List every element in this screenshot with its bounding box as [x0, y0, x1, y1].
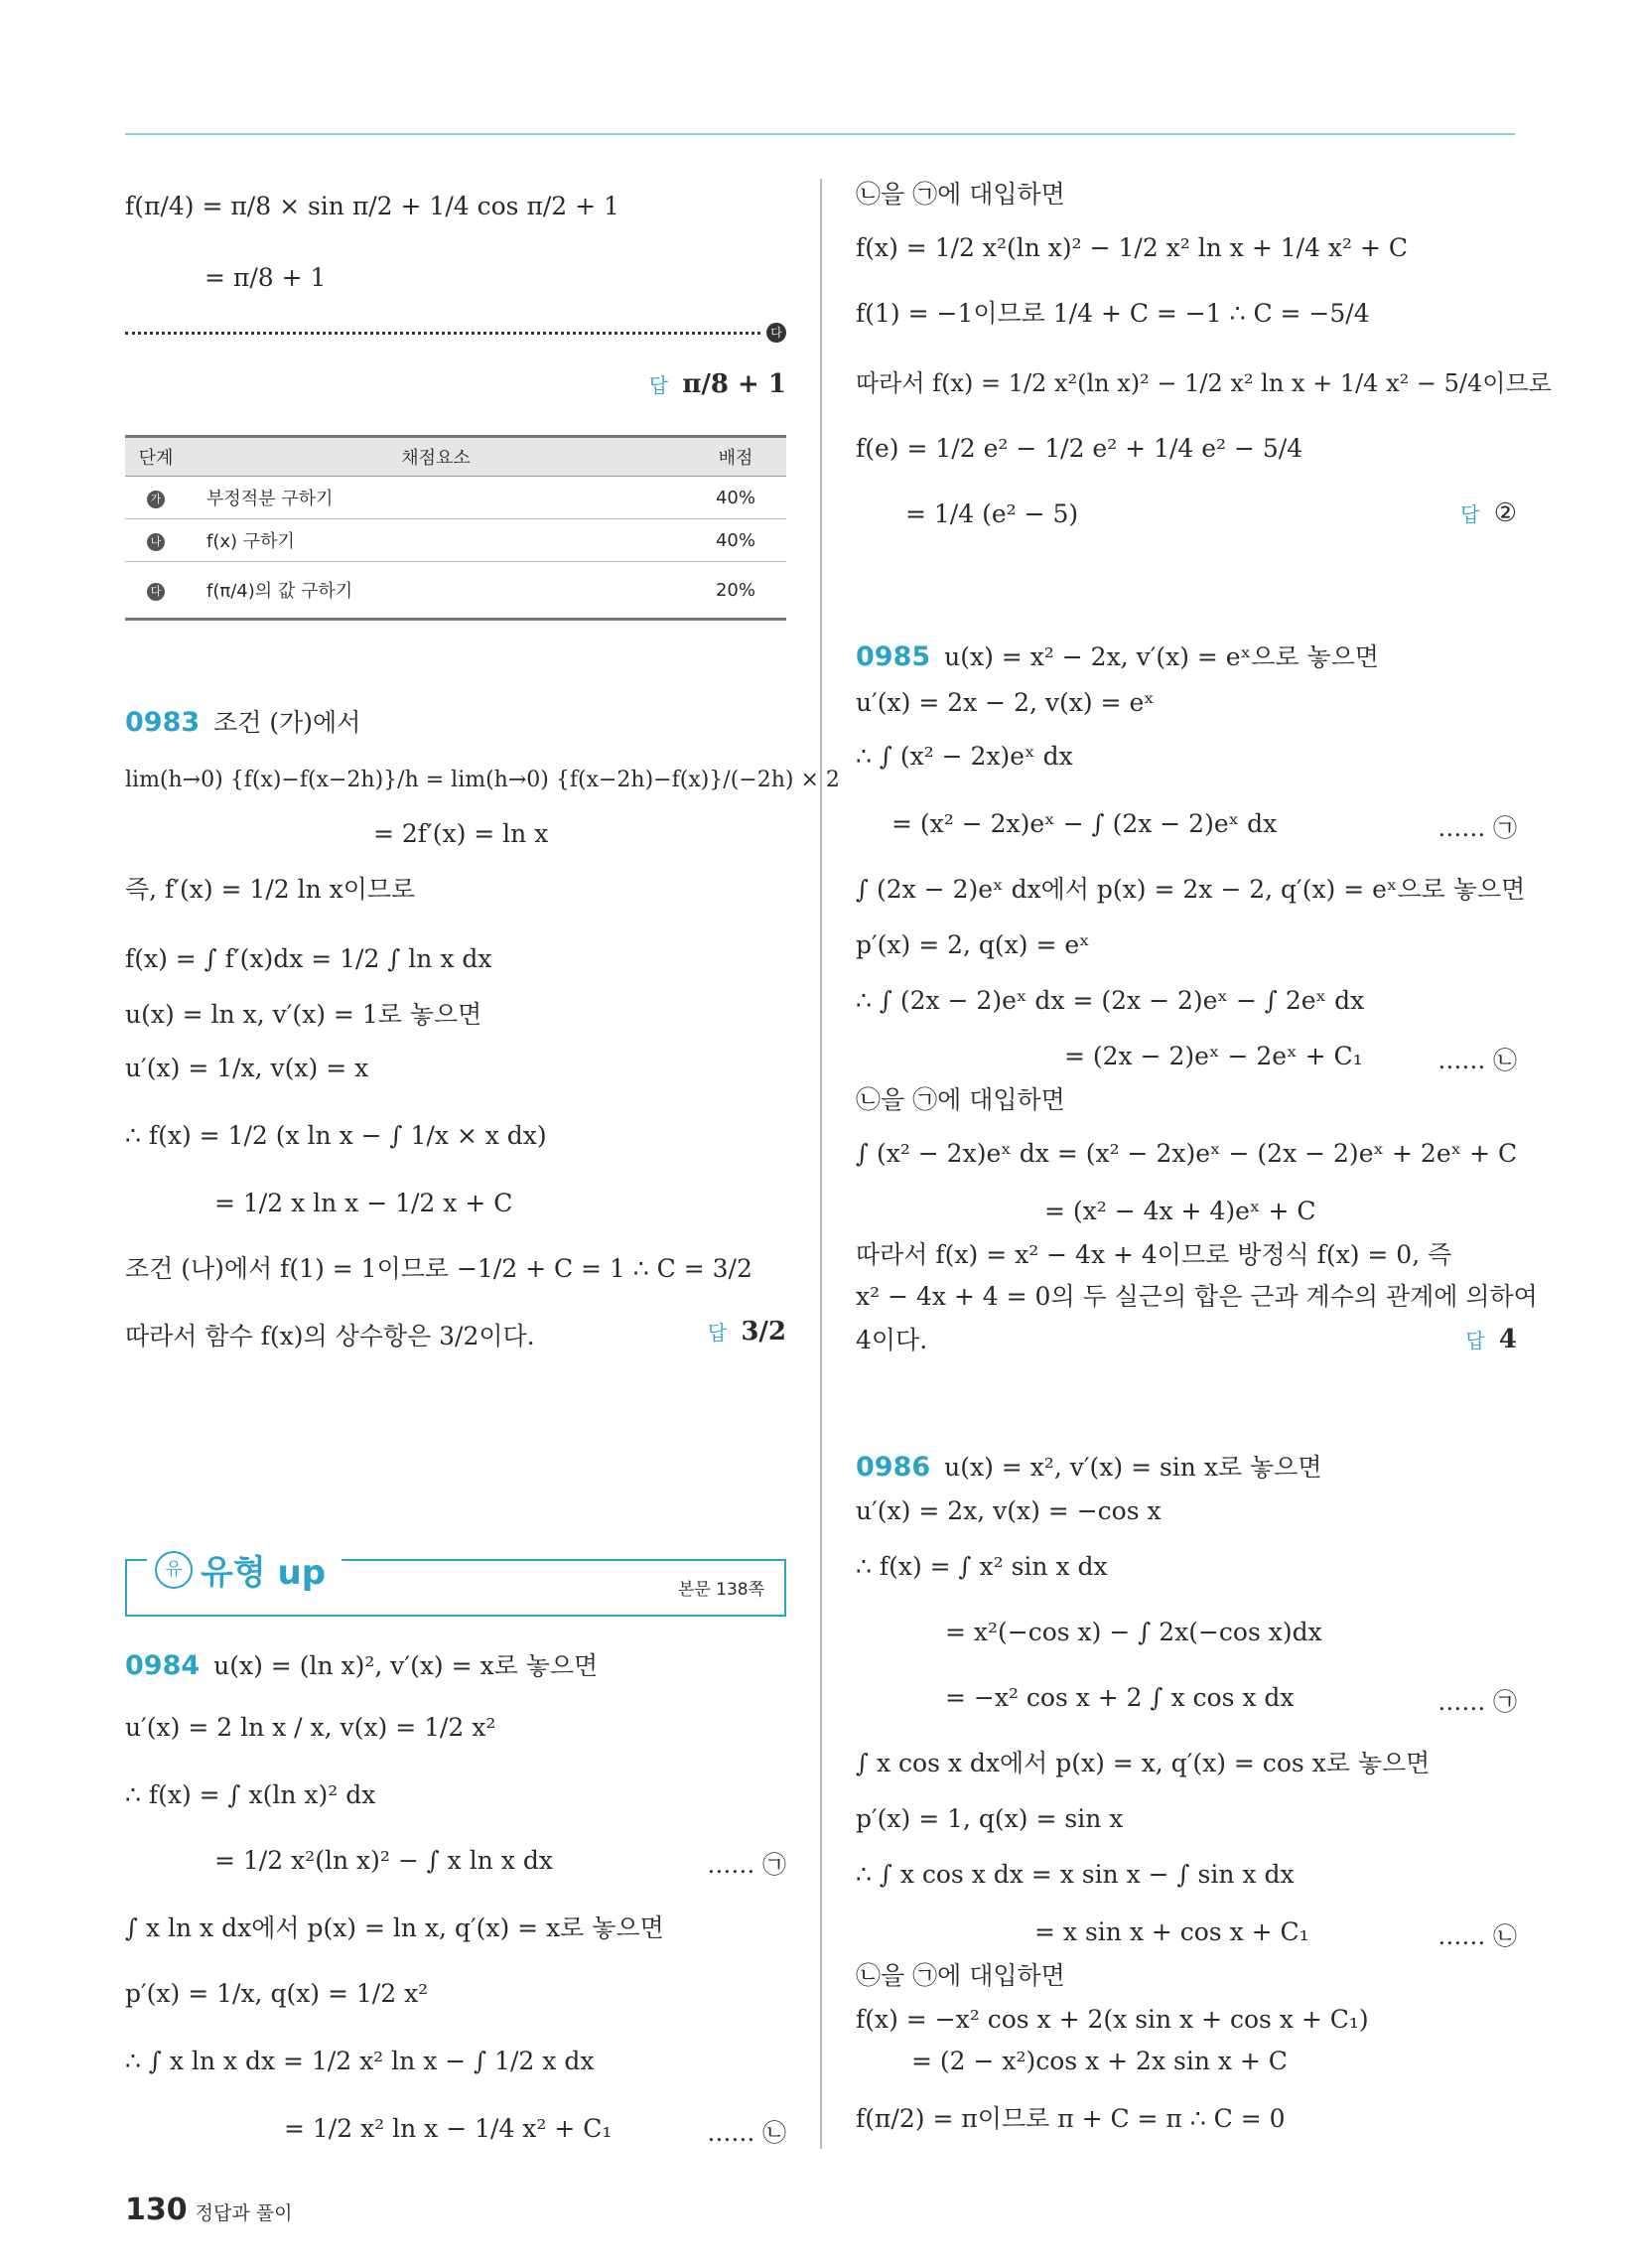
solution-line: ∴ f(x) = ∫ x² sin x dx [856, 1552, 1108, 1581]
solution-line: ∴ ∫ (x² − 2x)eˣ dx [856, 742, 1073, 771]
solution-line: ∴ ∫ (2x − 2)eˣ dx = (2x − 2)eˣ − ∫ 2eˣ dx [856, 986, 1365, 1015]
table-row [125, 477, 786, 519]
solution-line: ㉡을 ㉠에 대입하면 [856, 180, 1065, 209]
answer [649, 369, 786, 399]
answer [1465, 1325, 1517, 1354]
eq-line: f(π/4) = π/8 × sin π/2 + 1/4 cos π/2 + 1 [125, 192, 619, 220]
answer-value: ② [1493, 498, 1517, 528]
answer-label: 답 [1465, 1329, 1485, 1352]
solution-line: = (2 − x²)cos x + 2x sin x + C [911, 2047, 1288, 2075]
solution-line: u(x) = (ln x)², v′(x) = x로 놓으면 [213, 1651, 599, 1680]
type-up-ref: 본문 138쪽 [677, 1580, 764, 1600]
equation-mark: …… ㉠ [1437, 814, 1517, 842]
problem-0983-head [125, 707, 360, 739]
solution-line: ∫ x cos x dx에서 p(x) = x, q′(x) = cos x로 놓으면 [856, 1749, 1431, 1777]
solution-line: ∴ f(x) = ∫ x(ln x)² dx [125, 1780, 376, 1809]
solution-line: p′(x) = 2, q(x) = eˣ [856, 930, 1090, 959]
solution-line: u′(x) = 2 ln x / x, v(x) = 1/2 x² [125, 1713, 496, 1742]
table-row [125, 519, 786, 562]
solution-line: = (x² − 2x)eˣ − ∫ (2x − 2)eˣ dx [891, 809, 1278, 838]
solution-line: f(e) = 1/2 e² − 1/2 e² + 1/4 e² − 5/4 [856, 434, 1303, 463]
solution-line: u(x) = ln x, v′(x) = 1로 놓으면 [125, 1000, 482, 1029]
page-footer [125, 2193, 292, 2227]
answer-value: 3/2 [741, 1317, 786, 1347]
solution-line: = 2f′(x) = ln x [373, 819, 549, 848]
problem-number: 0986 [856, 1452, 931, 1483]
table-row [125, 562, 786, 620]
type-up-box [125, 1553, 786, 1617]
table-cell: 40% [685, 519, 786, 562]
column-divider [820, 179, 822, 2149]
table-cell: 20% [685, 562, 786, 620]
solution-line: p′(x) = 1/x, q(x) = 1/2 x² [125, 1979, 429, 2008]
solution-line: = x sin x + cos x + C₁ [1034, 1917, 1309, 1946]
solution-line: lim(h→0) {f(x)−f(x−2h)}/h = lim(h→0) {f(x−2h)−f(x)}/(−2h) × 2 [125, 768, 840, 792]
solution-line: ∫ x ln x dx에서 p(x) = ln x, q′(x) = x로 놓으면 [125, 1914, 664, 1942]
solution-line: u′(x) = 1/x, v(x) = x [125, 1054, 369, 1082]
solution-line: = (x² − 4x + 4)eˣ + C [1044, 1197, 1316, 1225]
solution-line: = x²(−cos x) − ∫ 2x(−cos x)dx [945, 1618, 1322, 1646]
problem-0986-head [856, 1452, 1322, 1484]
header-rule [125, 133, 1515, 135]
solution-line: ∫ (x² − 2x)eˣ dx = (x² − 2x)eˣ − (2x − 2)eˣ + 2eˣ + C [856, 1139, 1518, 1168]
solution-line: 4이다. [856, 1326, 928, 1354]
solution-line: = 1/4 (e² − 5) [905, 499, 1079, 528]
equation-mark: …… ㉠ [1437, 1688, 1517, 1716]
solution-line: 조건 (가)에서 [213, 708, 361, 737]
equation-mark: …… ㉡ [707, 2119, 786, 2147]
answer-label: 답 [648, 373, 669, 397]
solution-line: u′(x) = 2x − 2, v(x) = eˣ [856, 688, 1155, 717]
problem-number: 0984 [125, 1650, 201, 1681]
solution-line: f(1) = −1이므로 1/4 + C = −1 ∴ C = −5/4 [856, 299, 1370, 328]
note-icon: 유 [155, 1551, 193, 1589]
table-header: 배점 [685, 437, 786, 477]
type-up-title: 유형 up [201, 1553, 327, 1593]
solution-line: p′(x) = 1, q(x) = sin x [856, 1804, 1124, 1833]
answer-value: π/8 + 1 [682, 369, 786, 399]
table-cell: 부정적분 구하기 [187, 477, 685, 519]
footer-text: 정답과 풀이 [195, 2202, 293, 2224]
equation-mark: …… ㉠ [707, 1851, 786, 1879]
solution-line: 따라서 f(x) = 1/2 x²(ln x)² − 1/2 x² ln x + 1/4 x² − 5/4이므로 [856, 369, 1552, 397]
answer [708, 1317, 786, 1347]
solution-line: 즉, f′(x) = 1/2 ln x이므로 [125, 875, 416, 904]
solution-line: ∴ f(x) = 1/2 (x ln x − ∫ 1/x × x dx) [125, 1121, 547, 1150]
dotted-separator [125, 332, 760, 335]
solution-line: = −x² cos x + 2 ∫ x cos x dx [945, 1683, 1295, 1712]
solution-line: ∴ ∫ x cos x dx = x sin x − ∫ sin x dx [856, 1860, 1295, 1889]
step-badge: 가 [147, 491, 165, 508]
solution-line: ㉡을 ㉠에 대입하면 [856, 1085, 1065, 1114]
solution-line: ∫ (2x − 2)eˣ dx에서 p(x) = 2x − 2, q′(x) = eˣ으로 놓으면 [856, 875, 1526, 904]
solution-line: f(x) = ∫ f′(x)dx = 1/2 ∫ ln x dx [125, 944, 492, 973]
step-badge: 나 [147, 533, 165, 551]
answer-value: 4 [1498, 1325, 1517, 1354]
solution-line: 따라서 f(x) = x² − 4x + 4이므로 방정식 f(x) = 0, 즉 [856, 1240, 1452, 1269]
equation-mark: …… ㉡ [1437, 1047, 1517, 1074]
table-cell: f(π/4)의 값 구하기 [187, 562, 685, 620]
solution-line: u(x) = x², v′(x) = sin x로 놓으면 [944, 1453, 1322, 1482]
problem-number: 0985 [856, 641, 931, 672]
problem-0985-head [856, 641, 1379, 673]
equation-mark: …… ㉡ [1437, 1922, 1517, 1950]
type-up-tab [147, 1545, 342, 1594]
page-number: 130 [125, 2193, 188, 2227]
solution-line: u(x) = x² − 2x, v′(x) = eˣ으로 놓으면 [944, 642, 1379, 671]
solution-line: ∴ ∫ x ln x dx = 1/2 x² ln x − ∫ 1/2 x dx [125, 2047, 595, 2075]
solution-line: = 1/2 x ln x − 1/2 x + C [214, 1189, 513, 1217]
solution-line: ㉡을 ㉠에 대입하면 [856, 1961, 1065, 1990]
step-badge: 다 [147, 583, 165, 601]
solution-line: 조건 (나)에서 f(1) = 1이므로 −1/2 + C = 1 ∴ C = 3/2 [125, 1254, 753, 1283]
problem-number: 0983 [125, 707, 201, 738]
solution-line: f(π/2) = π이므로 π + C = π ∴ C = 0 [856, 2104, 1286, 2133]
solution-line: = (2x − 2)eˣ − 2eˣ + C₁ [1064, 1042, 1363, 1070]
solution-line: f(x) = 1/2 x²(ln x)² − 1/2 x² ln x + 1/4 x² + C [856, 233, 1409, 262]
solution-line: = 1/2 x² ln x − 1/4 x² + C₁ [284, 2114, 613, 2143]
answer [1460, 498, 1517, 528]
score-table [125, 435, 786, 621]
solution-line: 따라서 함수 f(x)의 상수항은 3/2이다. [125, 1322, 535, 1350]
table-header: 채점요소 [187, 437, 685, 477]
answer-label: 답 [1460, 502, 1480, 526]
answer-label: 답 [707, 1321, 728, 1345]
solution-line: x² − 4x + 4 = 0의 두 실근의 합은 근과 계수의 관계에 의하여 [856, 1282, 1538, 1311]
eq-line: = π/8 + 1 [205, 263, 327, 292]
step-marker: 다 [766, 323, 786, 343]
problem-0984-head [125, 1650, 598, 1682]
solution-line: = 1/2 x²(ln x)² − ∫ x ln x dx [214, 1846, 553, 1875]
table-cell: f(x) 구하기 [187, 519, 685, 562]
table-header: 단계 [125, 437, 187, 477]
solution-line: u′(x) = 2x, v(x) = −cos x [856, 1496, 1162, 1525]
table-cell: 40% [685, 477, 786, 519]
solution-line: f(x) = −x² cos x + 2(x sin x + cos x + C₁) [856, 2005, 1369, 2034]
